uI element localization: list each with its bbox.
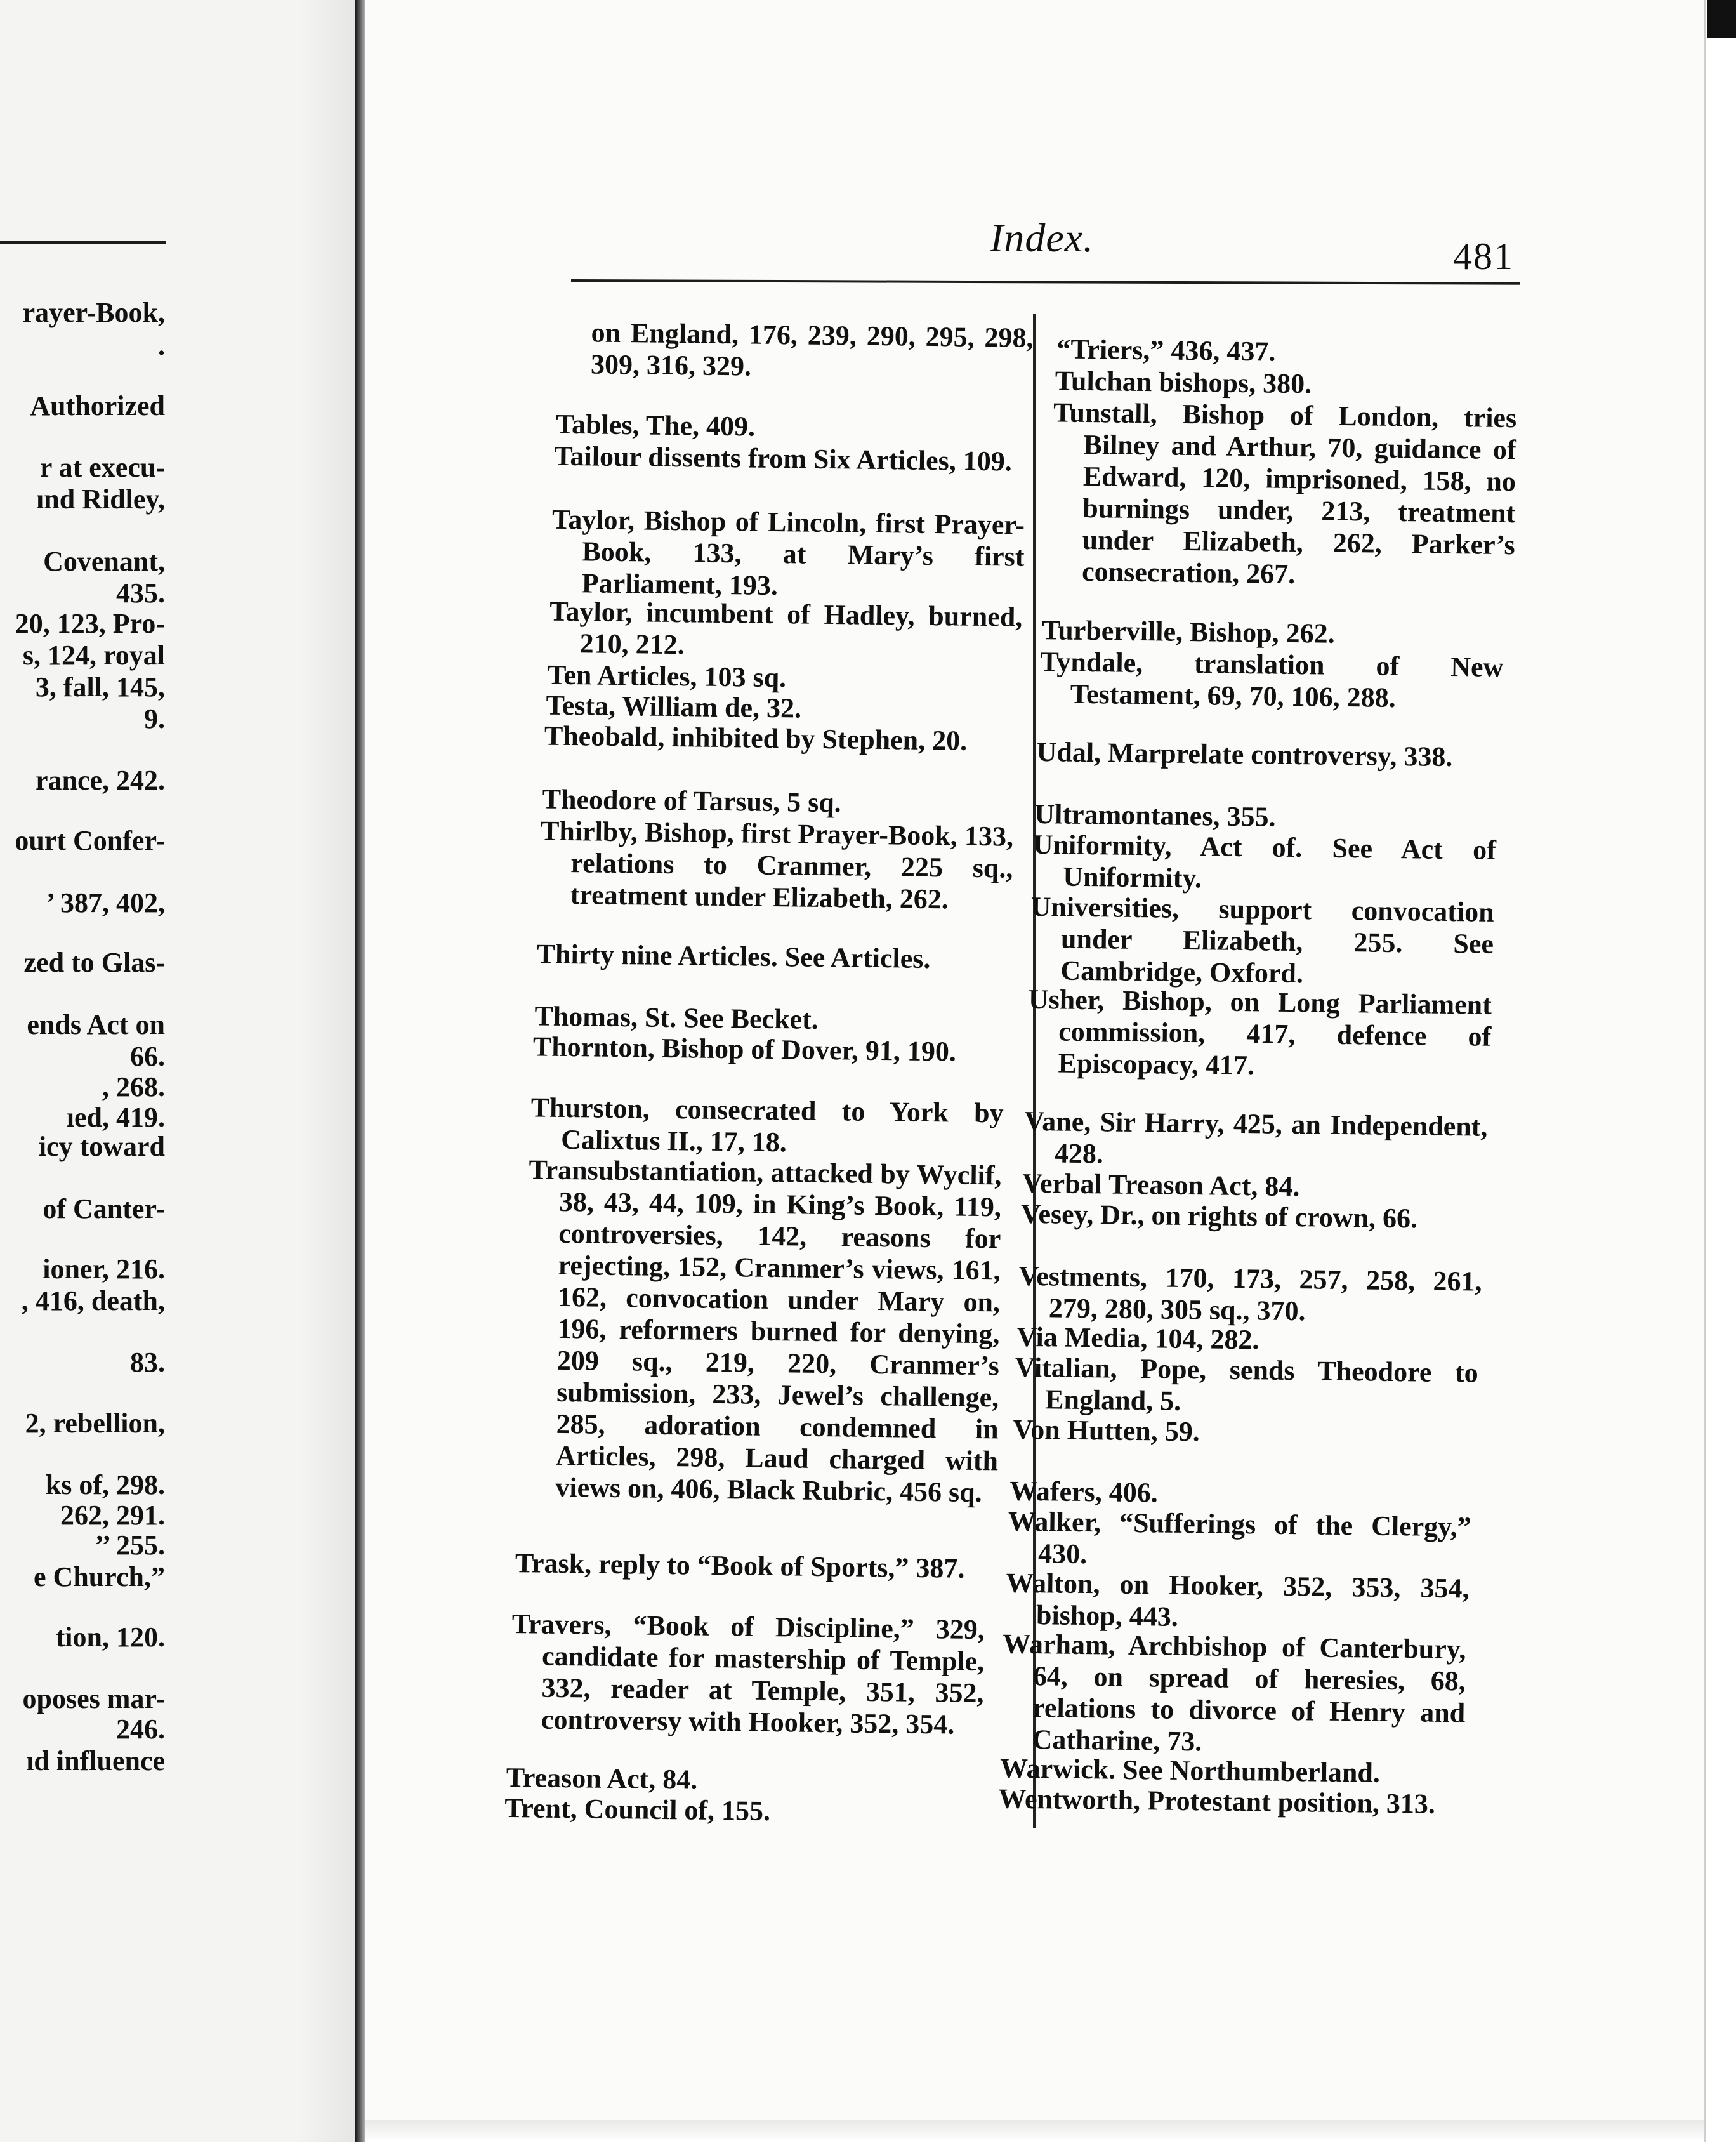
index-entry: Via Media, 104, 282. xyxy=(1016,1321,1259,1356)
left-page-line: rayer-Book, xyxy=(22,297,165,328)
left-page-line: s, 124, royal xyxy=(22,640,165,671)
left-page-line: 2, rebellion, xyxy=(25,1408,165,1439)
index-entry: Thirlby, Bishop, first Prayer-Book, 133, relations to Cranmer, 225 sq., treatment under Elizabeth, 262. xyxy=(540,815,1014,915)
left-page-line: 3, fall, 145, xyxy=(35,671,165,703)
left-page-line: ourt Confer- xyxy=(15,825,165,856)
index-entry: Warwick. See Northumberland. xyxy=(999,1752,1381,1788)
left-page-line: 9. xyxy=(144,703,165,734)
index-entry: Thurston, consecrated to York by Calixtus II., 17, 18. xyxy=(530,1092,1004,1158)
index-entry: Ultramontanes, 355. xyxy=(1034,798,1276,833)
index-entry: Universities, support convocation under Elizabeth, 255. See Cambridge, Oxford. xyxy=(1030,890,1494,989)
left-page-line: tion, 120. xyxy=(55,1622,165,1653)
index-entry: Wafers, 406. xyxy=(1009,1475,1159,1509)
index-entry: Walker, “Sufferings of the Clergy,” 430. xyxy=(1008,1505,1472,1570)
left-page-line: e Church,” xyxy=(34,1561,165,1592)
index-entry: Theobald, inhibited by Stephen, 20. xyxy=(544,720,968,757)
index-entry: Vestments, 170, 173, 257, 258, 261, 279, 280, 305 sq., 370. xyxy=(1018,1260,1482,1327)
index-entry: Uniformity, Act of. See Act of Uniformity. xyxy=(1032,828,1497,894)
index-entry: Usher, Bishop, on Long Parliament commission, 417, defence of Episcopacy, 417. xyxy=(1028,983,1492,1081)
left-page-line: Authorized xyxy=(30,390,165,421)
index-entry: Wentworth, Protestant position, 313. xyxy=(998,1783,1436,1820)
index-entry: Tables, The, 409. xyxy=(555,408,756,442)
index-entry: Theodore of Tarsus, 5 sq. xyxy=(542,783,842,819)
index-entry: Ten Articles, 103 sq. xyxy=(547,659,787,694)
index-entry: Travers, “Book of Discipline,” 329, candidate for mastership of Temple, 332, reader at Temple, 351, 352, controversy with Hooker, 352, 354. xyxy=(511,1608,985,1740)
left-page-line: 83. xyxy=(130,1347,165,1378)
left-page-line: oposes mar- xyxy=(22,1683,165,1714)
index-entry: Vesey, Dr., on rights of crown, 66. xyxy=(1020,1198,1418,1234)
index-entry: Tulchan bishops, 380. xyxy=(1055,365,1312,400)
index-entry: Transubstantiation, attacked by Wyclif, 38, 43, 44, 109, in King’s Book, 119, controversies, 142, reasons for rejecting, 152, Cranmer’s views, 161, 162, convocation under Mary on, 196, reformers burned for denying, 209 sq., 219, 220, Cranmer’s submission, 233, Jewel’s challenge, 285, adoration condemned in Articles, 298, Laud charged with views on, 406, Black Rubric, 456 sq. xyxy=(529,1154,1002,1509)
left-page-line: , 416, death, xyxy=(21,1285,165,1316)
running-head-title: Index. xyxy=(990,215,1095,260)
index-entry: “Triers,” 436, 437. xyxy=(1056,333,1276,367)
left-page-line: 435. xyxy=(116,578,165,609)
left-page-line: r at execu- xyxy=(39,452,165,483)
index-entry: Thornton, Bishop of Dover, 91, 190. xyxy=(532,1031,957,1068)
index-entry: Thomas, St. See Becket. xyxy=(534,1000,819,1035)
index-entry: Taylor, incumbent of Hadley, burned, 210, 212. xyxy=(549,595,1023,661)
index-entry: Treason Act, 84. xyxy=(506,1761,698,1795)
page-number: 481 xyxy=(1453,235,1514,277)
left-page-line: ks of, 298. xyxy=(45,1469,165,1500)
left-page-line: , 268. xyxy=(102,1071,165,1102)
left-page-line: icy toward xyxy=(38,1131,165,1162)
index-entry: Thirty nine Articles. See Articles. xyxy=(536,938,931,975)
left-page-line: of Canter- xyxy=(43,1193,165,1224)
page-bottom-edge xyxy=(365,2120,1704,2142)
index-entry: Tailour dissents from Six Articles, 109. xyxy=(553,440,1013,477)
index-entry: Verbal Treason Act, 84. xyxy=(1022,1167,1300,1203)
index-entry: Turberville, Bishop, 262. xyxy=(1041,614,1335,649)
index-entry: Taylor, Bishop of Lincoln, first Prayer-Book, 133, at Mary’s first Parliament, 193. xyxy=(551,503,1025,602)
left-page-line: Covenant, xyxy=(43,546,165,577)
index-entry: Tunstall, Bishop of London, tries Bilney and Arthur, 70, guidance of Edward, 120, imprisoned, 158, no burnings under, 213, treatment under Elizabeth, 262, Parker’s consecration, 267. xyxy=(1053,397,1517,590)
index-entry: Vitalian, Pope, sends Theodore to England, 5. xyxy=(1015,1351,1479,1417)
index-entry: Trask, reply to “Book of Sports,” 387. xyxy=(515,1547,965,1584)
index-entry: on England, 176, 239, 290, 295, 298, 309, 316, 329. xyxy=(590,317,1034,382)
left-page-line: 262, 291. xyxy=(60,1500,165,1531)
left-page-line: ıed, 419. xyxy=(66,1102,165,1133)
left-page-line: 246. xyxy=(116,1714,165,1745)
left-page-line: 66. xyxy=(130,1041,165,1072)
left-page-line: zed to Glas- xyxy=(23,947,165,978)
index-entry: Von Hutten, 59. xyxy=(1013,1413,1200,1448)
index-entry: Warham, Archbishop of Canterbury, 64, on spread of heresies, 68, relations to divorce of Henry and Catharine, 73. xyxy=(1003,1628,1466,1757)
index-entry: Testa, William de, 32. xyxy=(546,689,802,724)
left-page-line: ioner, 216. xyxy=(43,1253,165,1285)
index-entry: Trent, Council of, 155. xyxy=(504,1792,771,1827)
left-page-line: ends Act on xyxy=(27,1009,165,1040)
left-page-line: ınd Ridley, xyxy=(36,484,165,515)
left-page-line: . xyxy=(158,330,165,361)
scan-corner xyxy=(1707,0,1736,38)
left-page-line: ıd influence xyxy=(26,1745,165,1776)
index-entry: Udal, Marprelate controversy, 338. xyxy=(1036,736,1453,773)
index-entry: Walton, on Hooker, 352, 353, 354, bishop, 443. xyxy=(1006,1567,1470,1632)
left-page-line: ’’ 255. xyxy=(95,1530,165,1561)
left-page-line: ’ 387, 402, xyxy=(46,887,165,918)
index-entry: Vane, Sir Harry, 425, an Independent, 428. xyxy=(1024,1105,1488,1170)
left-page-line: 20, 123, Pro- xyxy=(15,608,165,639)
left-page-line: rance, 242. xyxy=(35,765,165,796)
page-edge xyxy=(1704,0,1736,2142)
index-entry: Tyndale, translation of New Testament, 69, 70, 106, 288. xyxy=(1040,646,1504,713)
